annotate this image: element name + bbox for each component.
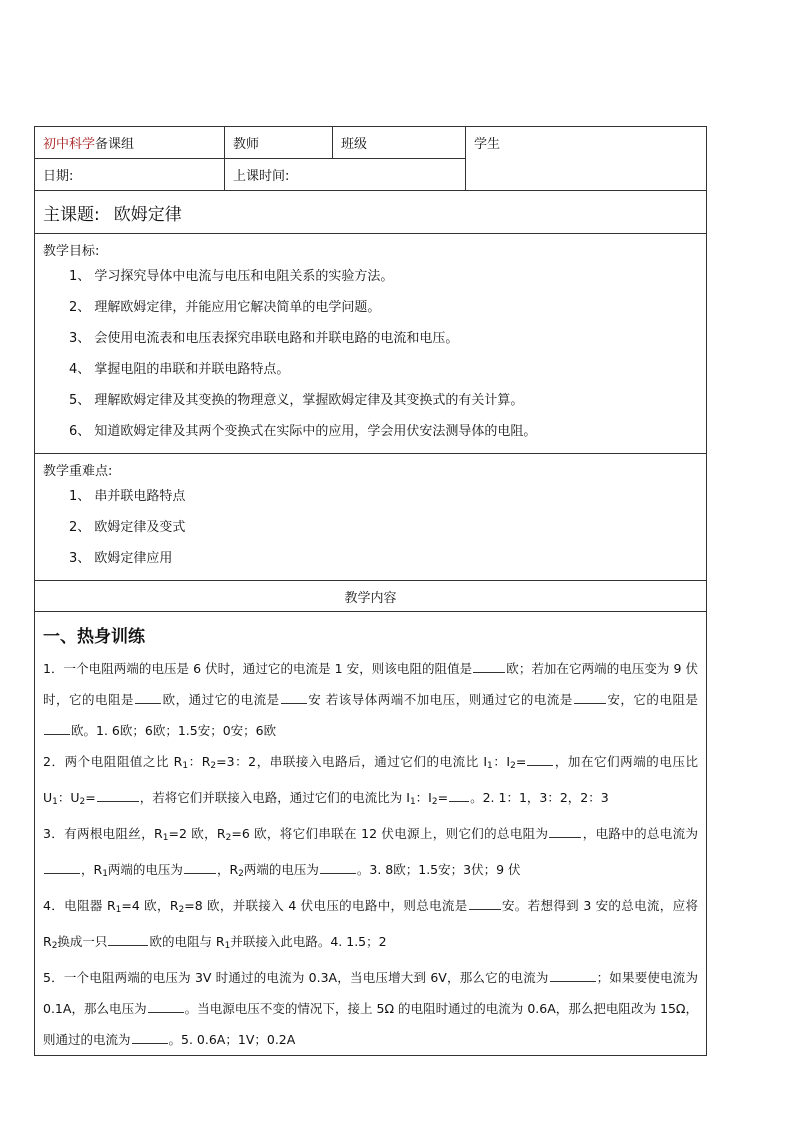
content-cell [35, 612, 707, 1056]
key-points-list [35, 481, 706, 580]
student-cell [466, 127, 707, 191]
header-row-1 [35, 127, 707, 159]
objectives-row [35, 234, 707, 454]
date-label: 日期: [43, 169, 74, 184]
org-cell [35, 127, 225, 159]
objectives-cell [35, 234, 707, 454]
question-2: 2．两个电阻阻值之比 $R_1$：$R_2=3$：2，串联接入电路后，通过它们的电流比 $I_1$：$I_2=$ ，加在它们两端的电压比 $U_1$：$U_2=$ ，若将它们并联接入电路，通过它们的电流比为 $I_1$：$I_2=$ 。2. 1：1，3：2，2：3 [43, 754, 699, 807]
key-point-item: 1、 串并联电路特点 [69, 489, 186, 504]
objective-item: 2、 理解欧姆定律，并能应用它解决简单的电学问题。 [69, 300, 381, 315]
answer-4: 4. 1.5；2 [330, 934, 387, 949]
teacher-label: 教师 [233, 137, 260, 152]
objective-item: 4、 掌握电阻的串联和并联电路特点。 [69, 362, 290, 377]
lesson-plan-table [34, 126, 707, 1056]
objective-item: 6、 知道欧姆定律及其两个变换式在实际中的应用，学会用伏安法测导体的电阻。 [69, 424, 537, 439]
content-label: 教学内容 [344, 590, 397, 606]
topic-title: 欧姆定律 [113, 204, 182, 225]
teacher-cell [225, 127, 333, 159]
question-4: 4．电阻器 $R_1=4$ 欧，$R_2=8$ 欧，并联接入 4 伏电压的电路中，则总电流是 安。若想得到 3 安的总电流，应将 $R_2$换成一只 欧的电阻与 $R_1$并联接入此电路。4. 1.5；2 [43, 898, 698, 951]
objective-item: 5、 理解欧姆定律及其变换的物理意义，掌握欧姆定律及其变换式的有关计算。 [69, 393, 524, 408]
answer-2: 2. 1：1，3：2，2：3 [482, 790, 609, 805]
answer-3: 3. 8欧；1.5安；3伏；9 伏 [369, 862, 521, 877]
section-heading: 一、热身训练 [43, 627, 145, 647]
topic-row [35, 191, 707, 234]
question-3: 3．有两根电阻丝，$R_1=2$ 欧，$R_2=6$ 欧，将它们串联在 12 伏电源上，则它们的总电阻为 ，电路中的总电流为，$R_1$两端的电压为 ，$R_2$两端的电压为 。3. 8欧；1.5安；3伏；9 伏 [43, 826, 698, 879]
student-label: 学生 [474, 137, 501, 152]
content-row [35, 612, 707, 1056]
lesson-plan-sheet [34, 126, 706, 1056]
time-label: 上课时间: [233, 169, 290, 184]
class-cell [333, 127, 466, 159]
org-name-red: 初中科学 [43, 137, 96, 152]
class-label: 班级 [341, 137, 368, 152]
content-header-row [35, 581, 707, 612]
objective-item: 3、 会使用电流表和电压表探究串联电路和并联电路的电流和电压。 [69, 331, 459, 346]
topic-cell [35, 191, 707, 234]
content-header-cell [35, 581, 707, 612]
key-points-label: 教学重难点: [43, 464, 113, 479]
question-5: 5．一个电阻两端的电压为 3V 时通过的电流为 0.3A，当电压增大到 6V，那么它的电流为 ；如果要使电流为 0.1A，那么电压为 。当电源电压不变的情况下，接上 5Ω 的电阻时通过的电流为 0.6A，那么把电阻改为 15Ω，则通过的电流为 。5. 0.6A；1V；0.2A [43, 970, 698, 1047]
time-cell [225, 159, 466, 191]
objective-item: 1、 学习探究导体中电流与电压和电阻关系的实验方法。 [69, 269, 394, 284]
answer-5: 5. 0.6A；1V；0.2A [181, 1032, 296, 1047]
objectives-label: 教学目标: [43, 244, 100, 259]
answer-1: 1. 6欧；6欧；1.5安；0安；6欧 [96, 723, 277, 738]
key-points-row [35, 454, 707, 581]
objectives-list [35, 261, 706, 453]
topic-label: 主课题: [43, 204, 100, 225]
question-1: 1．一个电阻两端的电压是 6 伏时，通过它的电流是 1 安，则该电阻的阻值是 欧；若加在它两端的电压变为 9 伏时，它的电阻是 欧，通过它的电流是 安 若该导体两端不加电压，则通过它的电流是 安，它的电阻是欧。1. 6欧；6欧；1.5安；0安；6欧 [43, 661, 698, 738]
org-name-rest: 备课组 [95, 137, 135, 152]
key-point-item: 2、 欧姆定律及变式 [69, 520, 186, 535]
key-point-item: 3、 欧姆定律应用 [69, 551, 173, 566]
key-points-cell [35, 454, 707, 581]
date-cell [35, 159, 225, 191]
